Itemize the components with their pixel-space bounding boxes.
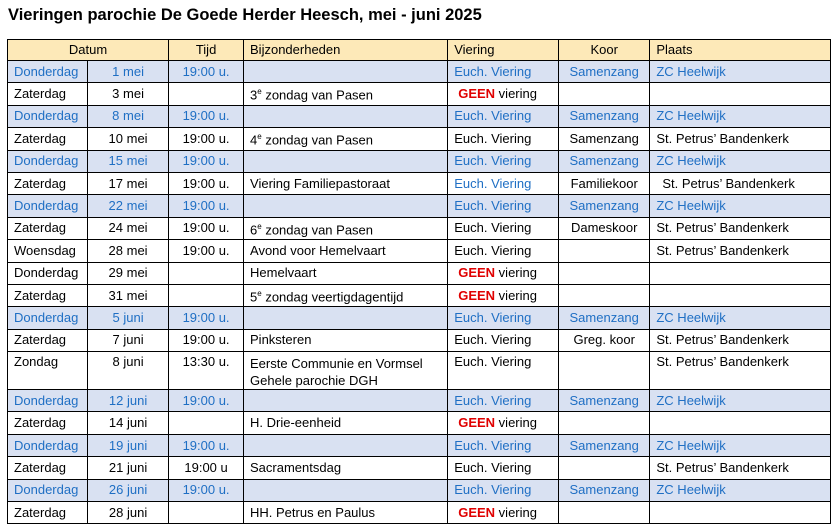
cell-day: Zaterdag [8,83,88,105]
cell-bijzonderheden [244,195,448,217]
cell-koor [559,502,650,524]
cell-day: Zaterdag [8,172,88,194]
cell-plaats: St. Petrus’ Bandenkerk [650,172,831,194]
cell-koor: Samenzang [559,307,650,329]
table-row [8,502,831,524]
cell-plaats: St. Petrus’ Bandenkerk [650,240,831,262]
cell-time: 13:30 u. [169,352,244,390]
cell-viering: GEEN viering [448,412,559,434]
cell-bijzonderheden: Viering Familiepastoraat [244,172,448,194]
table-row [8,457,831,479]
cell-day: Zaterdag [8,412,88,434]
table-header-row [8,40,831,61]
cell-time [169,502,244,524]
cell-date: 26 juni [88,479,169,501]
cell-bijzonderheden [244,61,448,83]
cell-date: 24 mei [88,217,169,239]
table-row [8,329,831,351]
cell-bijzonderheden [244,150,448,172]
cell-viering: Euch. Viering [448,217,559,239]
cell-koor: Samenzang [559,434,650,456]
cell-koor: Samenzang [559,61,650,83]
cell-plaats: ZC Heelwijk [650,479,831,501]
cell-bijzonderheden: Eerste Communie en Vormsel Gehele parochie DGH [244,352,448,390]
cell-plaats: St. Petrus’ Bandenkerk [650,128,831,150]
cell-koor: Samenzang [559,128,650,150]
cell-koor [559,284,650,306]
cell-date: 12 juni [88,390,169,412]
cell-date: 17 mei [88,172,169,194]
cell-koor [559,262,650,284]
table-row [8,307,831,329]
cell-day: Donderdag [8,61,88,83]
table-row [8,61,831,83]
geen-label: GEEN [458,504,496,520]
cell-day: Zaterdag [8,502,88,524]
cell-time: 19:00 u. [169,172,244,194]
cell-koor: Samenzang [559,195,650,217]
cell-plaats: ZC Heelwijk [650,150,831,172]
cell-plaats [650,284,831,306]
cell-viering: GEEN viering [448,284,559,306]
cell-viering: Euch. Viering [448,329,559,351]
table-row [8,434,831,456]
cell-time: 19:00 u. [169,307,244,329]
cell-viering: Euch. Viering [448,352,559,390]
table-row [8,284,831,306]
geen-label: GEEN [458,415,496,431]
cell-viering: Euch. Viering [448,479,559,501]
cell-time: 19:00 u. [169,61,244,83]
cell-bijzonderheden [244,307,448,329]
cell-day: Donderdag [8,150,88,172]
cell-time [169,83,244,105]
cell-viering: Euch. Viering [448,61,559,83]
header-viering: Viering [448,40,559,61]
cell-viering: Euch. Viering [448,150,559,172]
cell-day: Zaterdag [8,128,88,150]
table-row [8,262,831,284]
cell-plaats [650,412,831,434]
cell-plaats: ZC Heelwijk [650,434,831,456]
cell-viering: Euch. Viering [448,457,559,479]
table-row [8,172,831,194]
cell-time: 19:00 u. [169,150,244,172]
geen-label: GEEN [458,265,496,281]
cell-plaats: St. Petrus’ Bandenkerk [650,352,831,390]
cell-bijzonderheden: Pinksteren [244,329,448,351]
cell-viering: Euch. Viering [448,240,559,262]
cell-bijzonderheden: Hemelvaart [244,262,448,284]
cell-day: Donderdag [8,307,88,329]
cell-day: Zondag [8,352,88,390]
cell-time: 19:00 u. [169,217,244,239]
cell-time: 19:00 u. [169,105,244,127]
table-row [8,83,831,105]
cell-day: Donderdag [8,479,88,501]
cell-bijzonderheden: Avond voor Hemelvaart [244,240,448,262]
table-row [8,352,831,390]
cell-time: 19:00 u. [169,434,244,456]
cell-date: 28 mei [88,240,169,262]
cell-bijzonderheden: H. Drie-eenheid [244,412,448,434]
cell-bijzonderheden: 6e zondag van Pasen [244,217,448,239]
cell-day: Donderdag [8,262,88,284]
cell-koor: Dameskoor [559,217,650,239]
cell-plaats: ZC Heelwijk [650,195,831,217]
cell-time: 19:00 u. [169,329,244,351]
cell-plaats: St. Petrus’ Bandenkerk [650,457,831,479]
cell-date: 1 mei [88,61,169,83]
cell-viering: Euch. Viering [448,105,559,127]
cell-bijzonderheden [244,479,448,501]
cell-koor: Familiekoor [559,172,650,194]
cell-viering: GEEN viering [448,83,559,105]
cell-day: Donderdag [8,105,88,127]
cell-viering: Euch. Viering [448,172,559,194]
cell-date: 10 mei [88,128,169,150]
cell-koor: Samenzang [559,390,650,412]
header-datum: Datum [8,40,169,61]
cell-plaats: ZC Heelwijk [650,390,831,412]
schedule-table [7,39,831,524]
cell-date: 19 juni [88,434,169,456]
cell-day: Woensdag [8,240,88,262]
cell-koor [559,240,650,262]
page-title: Vieringen parochie De Goede Herder Heesch, mei - juni 2025 [8,6,482,24]
table-row [8,195,831,217]
cell-viering: GEEN viering [448,262,559,284]
cell-date: 15 mei [88,150,169,172]
cell-time: 19:00 u. [169,479,244,501]
cell-bijzonderheden: 5e zondag veertigdagentijd [244,284,448,306]
cell-bijzonderheden: 4e zondag van Pasen [244,128,448,150]
cell-koor [559,457,650,479]
cell-date: 29 mei [88,262,169,284]
cell-plaats: St. Petrus’ Bandenkerk [650,217,831,239]
cell-time: 19:00 u. [169,240,244,262]
geen-label: GEEN [458,86,496,102]
cell-date: 31 mei [88,284,169,306]
table-row [8,390,831,412]
cell-time: 19:00 u [169,457,244,479]
table-row [8,217,831,239]
cell-viering: Euch. Viering [448,195,559,217]
cell-day: Zaterdag [8,457,88,479]
header-plaats: Plaats [650,40,831,61]
cell-time [169,284,244,306]
cell-koor [559,83,650,105]
cell-day: Zaterdag [8,217,88,239]
cell-plaats [650,502,831,524]
cell-bijzonderheden [244,434,448,456]
cell-day: Donderdag [8,434,88,456]
table-row [8,128,831,150]
table-row [8,240,831,262]
table-row [8,479,831,501]
geen-label: GEEN [458,287,496,303]
cell-date: 3 mei [88,83,169,105]
cell-plaats [650,262,831,284]
cell-time: 19:00 u. [169,390,244,412]
cell-koor [559,352,650,390]
cell-date: 7 juni [88,329,169,351]
header-tijd: Tijd [169,40,244,61]
cell-viering: Euch. Viering [448,307,559,329]
cell-date: 8 juni [88,352,169,390]
cell-koor [559,412,650,434]
cell-plaats: ZC Heelwijk [650,105,831,127]
cell-date: 14 juni [88,412,169,434]
cell-date: 22 mei [88,195,169,217]
cell-time: 19:00 u. [169,195,244,217]
cell-day: Donderdag [8,195,88,217]
cell-date: 21 juni [88,457,169,479]
cell-day: Zaterdag [8,329,88,351]
cell-koor: Samenzang [559,479,650,501]
cell-time [169,262,244,284]
cell-viering: Euch. Viering [448,390,559,412]
cell-koor: Samenzang [559,105,650,127]
cell-bijzonderheden [244,390,448,412]
cell-plaats: ZC Heelwijk [650,307,831,329]
cell-plaats [650,83,831,105]
cell-bijzonderheden: Sacramentsdag [244,457,448,479]
cell-time: 19:00 u. [169,128,244,150]
cell-bijzonderheden: HH. Petrus en Paulus [244,502,448,524]
header-bijzonderheden: Bijzonderheden [244,40,448,61]
cell-viering: GEEN viering [448,502,559,524]
cell-koor: Greg. koor [559,329,650,351]
cell-plaats: ZC Heelwijk [650,61,831,83]
cell-day: Zaterdag [8,284,88,306]
table-row [8,412,831,434]
cell-plaats: St. Petrus’ Bandenkerk [650,329,831,351]
cell-bijzonderheden: 3e zondag van Pasen [244,83,448,105]
cell-viering: Euch. Viering [448,434,559,456]
cell-viering: Euch. Viering [448,128,559,150]
cell-time [169,412,244,434]
table-row [8,150,831,172]
cell-date: 5 juni [88,307,169,329]
cell-bijzonderheden [244,105,448,127]
header-koor: Koor [559,40,650,61]
cell-koor: Samenzang [559,150,650,172]
cell-date: 28 juni [88,502,169,524]
cell-day: Donderdag [8,390,88,412]
table-row [8,105,831,127]
cell-date: 8 mei [88,105,169,127]
